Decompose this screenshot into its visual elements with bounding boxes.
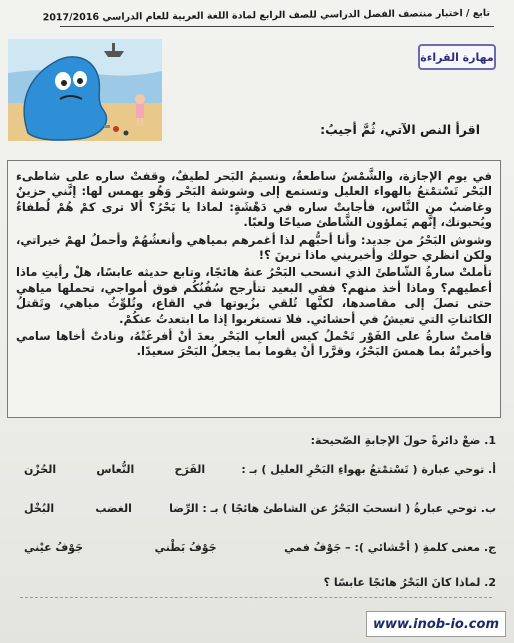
reading-instruction: اقرأ النص الآتي، ثُمَّ أجيبُ: (320, 122, 480, 137)
reading-passage (7, 160, 501, 418)
exam-header: تابع / اختبار منتصف الفصل الدراسي للصف الرابع لمادة اللغة العربية للعام الدراسي 2017/2016 (42, 7, 491, 24)
site-watermark: www.inob-io.com (366, 611, 506, 637)
passage-paragraph: قامتْ سارةُ على الفَوْر تَحْملُ كيس ألعابِ البَحْر بعدَ أنْ أفرغَتْهُ، ونادتْ أخاها سامي وأخبرتْهُ بما همسَ البَحْرُ، وقرَّرا أنْ يقوما بما يجعلُ البَحْرَ سعيدًا. (16, 329, 492, 359)
question-2-title: 2. لماذا كانَ البَحْرُ هائجًا عابسًا ؟ (323, 576, 496, 589)
question-1c (20, 541, 496, 554)
question-1b-option[interactable]: البُخْل (24, 502, 55, 515)
sea-creature-illustration (8, 33, 162, 141)
passage-paragraph: وشوش البَحْرُ من جديد: وأنا أحبُّهم لذا أغمرهم بمياهي وأنعشُهُمْ وأحملُ لهمْ خيراتي، ولكن انظري حولك وأخبريني ماذا ترينَ ؟! (16, 232, 492, 263)
passage-paragraph: تأملتْ سارةُ الشّاطئَ الذي انسحب البَحْرُ عنهُ هائجًا، وتابع حديثه عابسًا، هلْ رأيتِ ماذا أعطيهم؟ وماذا أخذ منهم؟ ففي البعيد تتأرجح سُفُنُكُم فوق أمواجي، تحملها مياهي حتى تصلَ إلى مقاصدها، لكنَّها تُلقي بزُيوتها في القاع، وتُلوِّثُ مياهي، وتَقتلُ الكائناتِ التي تعيشُ في أحشائي. فلا تستغربوا إذا ما ابتعدتُ عنكُمْ. (16, 265, 492, 326)
question-1a-option[interactable]: النُّعاس (96, 463, 135, 476)
question-1a-option[interactable]: الفَرَح (174, 463, 206, 476)
question-1a (20, 463, 496, 476)
question-1c-stem: ج. معنى كلمةِ ( أحْشائي ): – جَوْفُ فمي (284, 541, 496, 554)
question-1-title: 1. ضعْ دائرةً حولَ الإجابةِ الصّحيحة: (310, 434, 496, 447)
question-1a-stem: أ. توحي عبارة ( تَسْتمْتعُ بهواءِ البَحْرِ العليل ) بـ : (241, 463, 496, 476)
questions-section (20, 434, 496, 589)
passage-paragraph: في يوم الإجازة، والشَّمْسُ ساطعةٌ، ونسيمُ البَحر لطيفٌ، وقفتْ ساره على شاطىء البَحْر تَسْتمْتعُ بالهواء العليل وتستمع إلى وشوشة البَحْر وَهُو يهمس لها: إنَّني حزينٌ وغاضبٌ من النَّاس، فأجابتْ ساره في دَهْشَةٍ: لماذا يا بَحْرُ؟ ألا ترى كمْ هُمْ لُطفاءُ ويُحبونك، إنَّهم يَملؤون الشَّاطئ صياحًا ولعبًا. (16, 169, 492, 230)
answer-line[interactable] (20, 597, 492, 598)
question-1a-option[interactable]: الحُزْن (24, 463, 57, 476)
question-1c-option[interactable]: جَوْفُ عيْني (24, 541, 84, 554)
question-1b-option[interactable]: الغضب (95, 502, 132, 515)
header-divider (60, 26, 494, 27)
reading-skill-label: مهارة القراءة (418, 44, 496, 70)
question-1b (20, 502, 496, 515)
question-1c-option[interactable]: جَوْفُ بَطْني (154, 541, 217, 554)
question-1b-stem: ب. توحي عبارةُ ( انسحبَ البَحْرُ عن الشاطئ هائجًا ) بـ : الرِّضا (169, 502, 496, 515)
